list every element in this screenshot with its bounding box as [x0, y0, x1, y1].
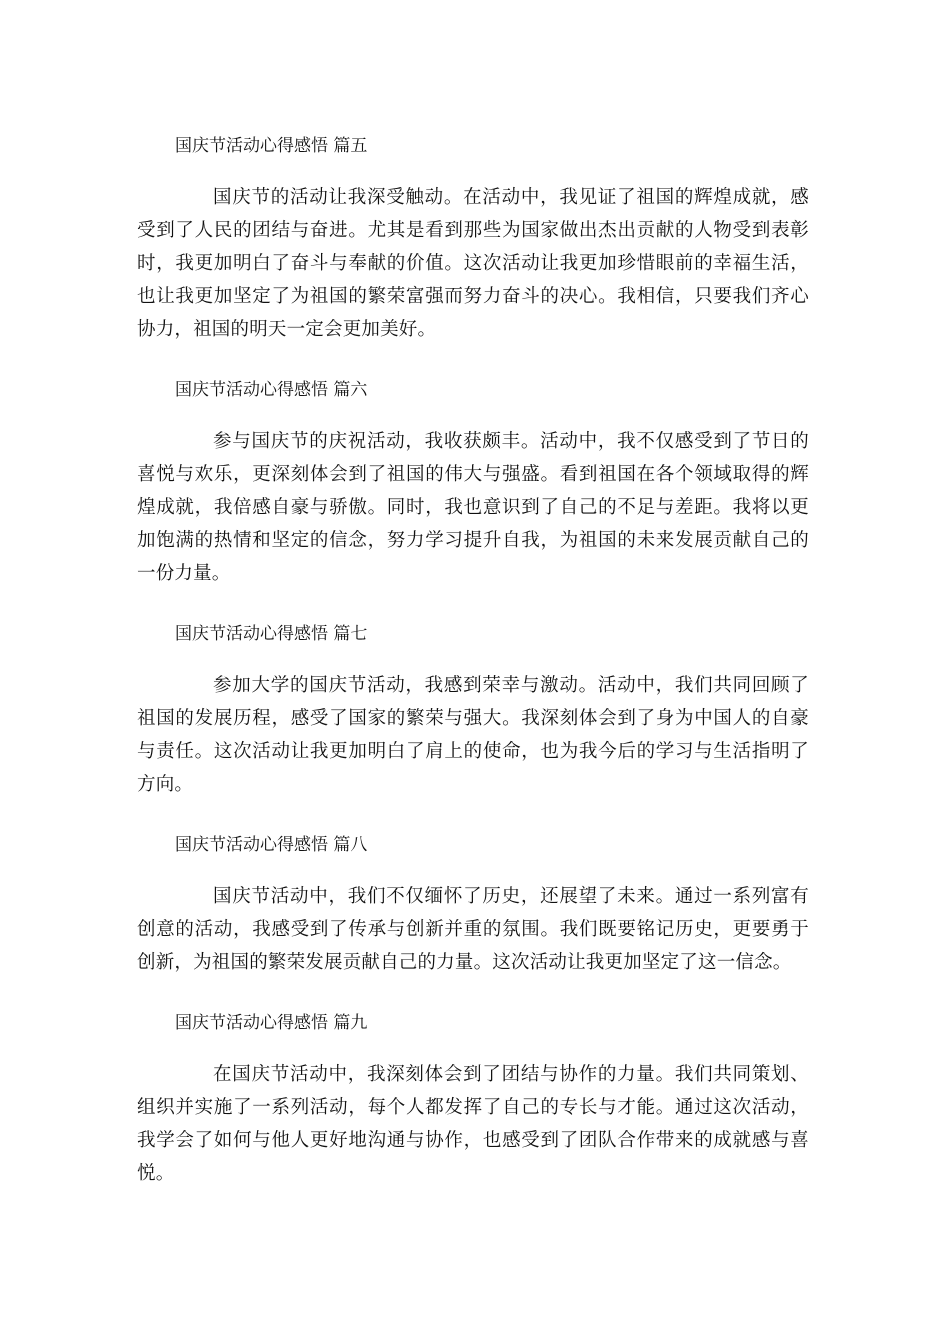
section-heading: 国庆节活动心得感悟 篇七 — [175, 624, 368, 644]
section-paragraph: 参与国庆节的庆祝活动，我收获颇丰。活动中，我不仅感受到了节日的喜悦与欢乐，更深刻体会到了祖国的伟大与强盛。看到祖国在各个领域取得的辉煌成就，我倍感自豪与骄傲。同时，我也意识到了自己的不足与差距。我将以更加饱满的热情和坚定的信念，努力学习提升自我，为祖国的未来发展贡献自己的一份力量。 — [137, 431, 809, 584]
section-paragraph: 国庆节活动中，我们不仅缅怀了历史，还展望了未来。通过一系列富有创意的活动，我感受到了传承与创新并重的氛围。我们既要铭记历史，更要勇于创新，为祖国的繁荣发展贡献自己的力量。这次活动让我更加坚定了这一信念。 — [137, 886, 809, 973]
section-paragraph: 在国庆节活动中，我深刻体会到了团结与协作的力量。我们共同策划、组织并实施了一系列活动，每个人都发挥了自己的专长与才能。通过这次活动，我学会了如何与他人更好地沟通与协作，也感受到了团队合作带来的成就感与喜悦。 — [137, 1064, 809, 1184]
section-9 — [137, 1011, 809, 1190]
document-content — [137, 134, 809, 1190]
section-paragraph: 参加大学的国庆节活动，我感到荣幸与激动。活动中，我们共同回顾了祖国的发展历程，感受了国家的繁荣与强大。我深刻体会到了身为中国人的自豪与责任。这次活动让我更加明白了肩上的使命，也为我今后的学习与生活指明了方向。 — [137, 675, 809, 795]
section-5 — [137, 134, 809, 346]
section-heading: 国庆节活动心得感悟 篇五 — [175, 136, 368, 156]
section-heading: 国庆节活动心得感悟 篇六 — [175, 380, 368, 400]
section-7 — [137, 622, 809, 801]
section-8 — [137, 833, 809, 979]
section-heading: 国庆节活动心得感悟 篇八 — [175, 835, 368, 855]
section-heading: 国庆节活动心得感悟 篇九 — [175, 1013, 368, 1033]
section-paragraph: 国庆节的活动让我深受触动。在活动中，我见证了祖国的辉煌成就，感受到了人民的团结与奋进。尤其是看到那些为国家做出杰出贡献的人物受到表彰时，我更加明白了奋斗与奉献的价值。这次活动让我更加珍惜眼前的幸福生活，也让我更加坚定了为祖国的繁荣富强而努力奋斗的决心。我相信，只要我们齐心协力，祖国的明天一定会更加美好。 — [137, 187, 809, 340]
section-6 — [137, 378, 809, 590]
